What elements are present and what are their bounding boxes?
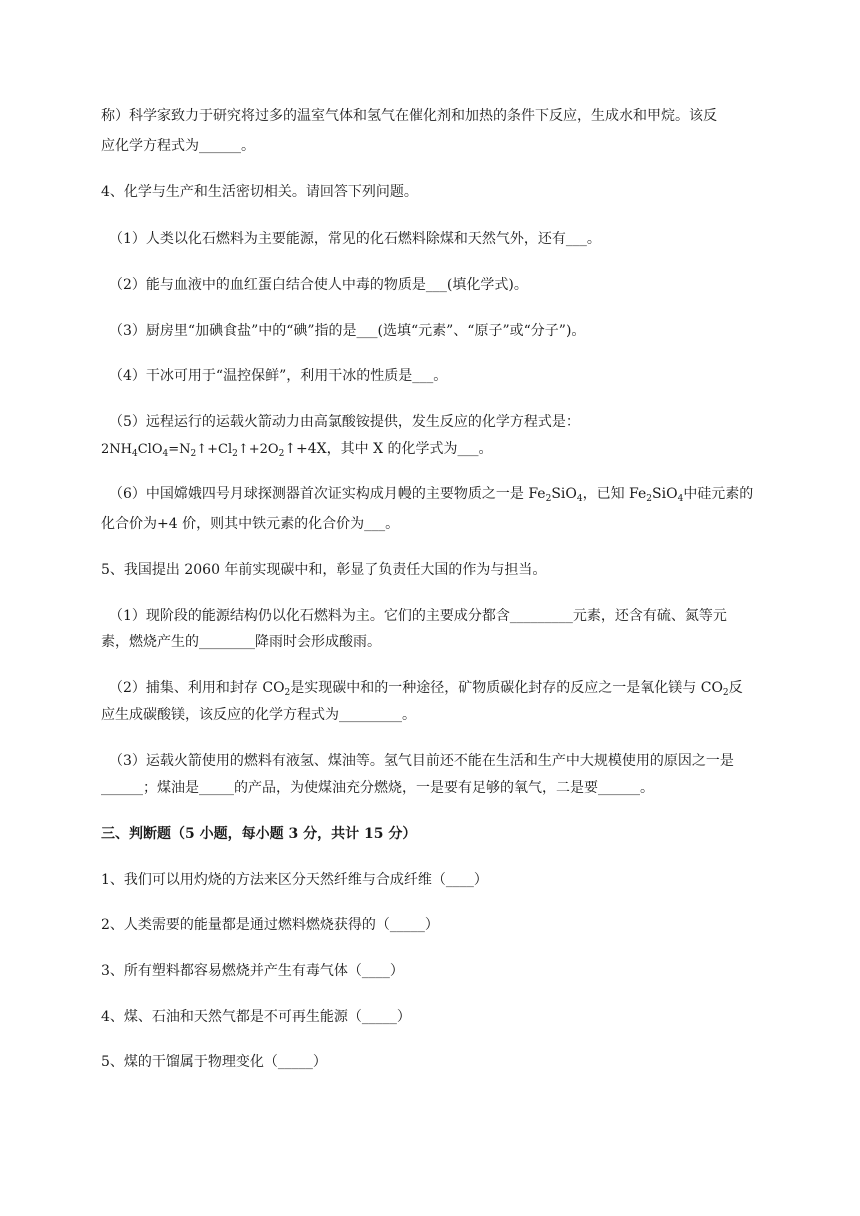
q4-part-5-equation	[101, 439, 493, 460]
q3-text-line-2: 应化学方程式为______。	[101, 138, 255, 154]
q4-part-4: （4）干冰可用于“温控保鲜”，利用干冰的性质是___。	[109, 368, 448, 384]
q4-part-6-text: SiO	[551, 486, 577, 502]
q5-part-3-line-1: （3）运载火箭使用的燃料有液氢、煤油等。氢气目前还不能在生活和生产中大规模使用的原因之一是	[109, 753, 734, 769]
eq-subscript: 2	[232, 449, 238, 459]
q5-part-1-line-2: 素，燃烧产生的________降雨时会形成酸雨。	[101, 634, 381, 650]
q5-part-2-line-2: 应生成碳酸镁，该反应的化学方程式为_________。	[101, 707, 416, 723]
formula-subscript: 2	[284, 688, 291, 698]
q3-text-line-1: 称）科学家致力于研究将过多的温室气体和氢气在催化剂和加热的条件下反应，生成水和甲烷。该反	[101, 108, 717, 124]
judgment-item: 1、我们可以用灼烧的方法来区分天然纤维与合成纤维（____）	[101, 872, 488, 888]
q4-part-5-line-1: （5）远程运行的运载火箭动力由高氯酸铵提供，发生反应的化学方程式是：	[109, 414, 580, 430]
judgment-item: 3、所有塑料都容易燃烧并产生有毒气体（____）	[101, 963, 404, 979]
q4-part-2: （2）能与血液中的血红蛋白结合使人中毒的物质是___(填化学式)。	[109, 277, 528, 293]
formula-subscript: 2	[722, 688, 729, 698]
q5-part-2-text: 是实现碳中和的一种途径，矿物质碳化封存的反应之一是氧化镁与 CO	[290, 680, 723, 696]
eq-text: 2NH	[101, 442, 132, 457]
eq-text: ↑+2O	[237, 442, 279, 457]
judgment-item: 5、煤的干馏属于物理变化（_____）	[101, 1054, 327, 1070]
q4-stem: 4、化学与生产和生活密切相关。请回答下列问题。	[101, 184, 418, 200]
eq-subscript: 4	[162, 449, 169, 459]
q4-part-6-line-1	[109, 484, 753, 504]
q5-part-2-text: 反	[728, 680, 743, 696]
section-3-heading: 三、判断题（5 小题，每小题 3 分，共计 15 分）	[101, 826, 417, 842]
formula-subscript: 4	[576, 494, 583, 504]
q4-part-6-text: 中硅元素的	[683, 486, 754, 502]
eq-subscript: 4	[131, 449, 138, 459]
q4-part-1: （1）人类以化石燃料为主要能源，常见的化石燃料除煤和天然气外，还有___。	[109, 231, 601, 247]
q4-part-6-text: （6）中国嫦娥四号月球探测器首次证实构成月幔的主要物质之一是 Fe	[109, 486, 546, 502]
q5-part-1-line-1: （1）现阶段的能源结构仍以化石燃料为主。它们的主要成分都含_________元素，还含有硫、氮等元	[109, 608, 727, 624]
eq-text: ↑+4X，其中 X 的化学式为___。	[284, 441, 493, 457]
judgment-item: 4、煤、石油和天然气都是不可再生能源（_____）	[101, 1009, 411, 1025]
formula-subscript: 2	[646, 494, 653, 504]
q4-part-6-text: ，已知 Fe	[582, 486, 647, 502]
q5-stem: 5、我国提出 2060 年前实现碳中和，彰显了负责任大国的作为与担当。	[101, 562, 547, 578]
eq-subscript: 2	[190, 449, 197, 459]
eq-text: ↑+Cl	[196, 442, 233, 457]
eq-text: ClO	[137, 442, 163, 457]
q4-part-3: （3）厨房里“加碘食盐”中的“碘”指的是___(选填“元素”、“原子”或“分子”)。	[109, 323, 586, 339]
q4-part-6-line-2: 化合价为+4 价，则其中铁元素的化合价为___。	[101, 516, 400, 532]
eq-text: =N	[168, 442, 191, 457]
judgment-item: 2、人类需要的能量都是通过燃料燃烧获得的（_____）	[101, 917, 439, 933]
q5-part-2-text: （2）捕集、利用和封存 CO	[109, 680, 285, 696]
formula-subscript: 4	[677, 494, 684, 504]
q5-part-2-line-1	[109, 678, 743, 698]
formula-subscript: 2	[545, 494, 552, 504]
eq-subscript: 2	[278, 449, 285, 459]
q5-part-3-line-2: ______；煤油是_____的产品，为使煤油充分燃烧，一是要有足够的氧气，二是要______。	[101, 780, 654, 796]
q4-part-6-text: SiO	[652, 486, 678, 502]
